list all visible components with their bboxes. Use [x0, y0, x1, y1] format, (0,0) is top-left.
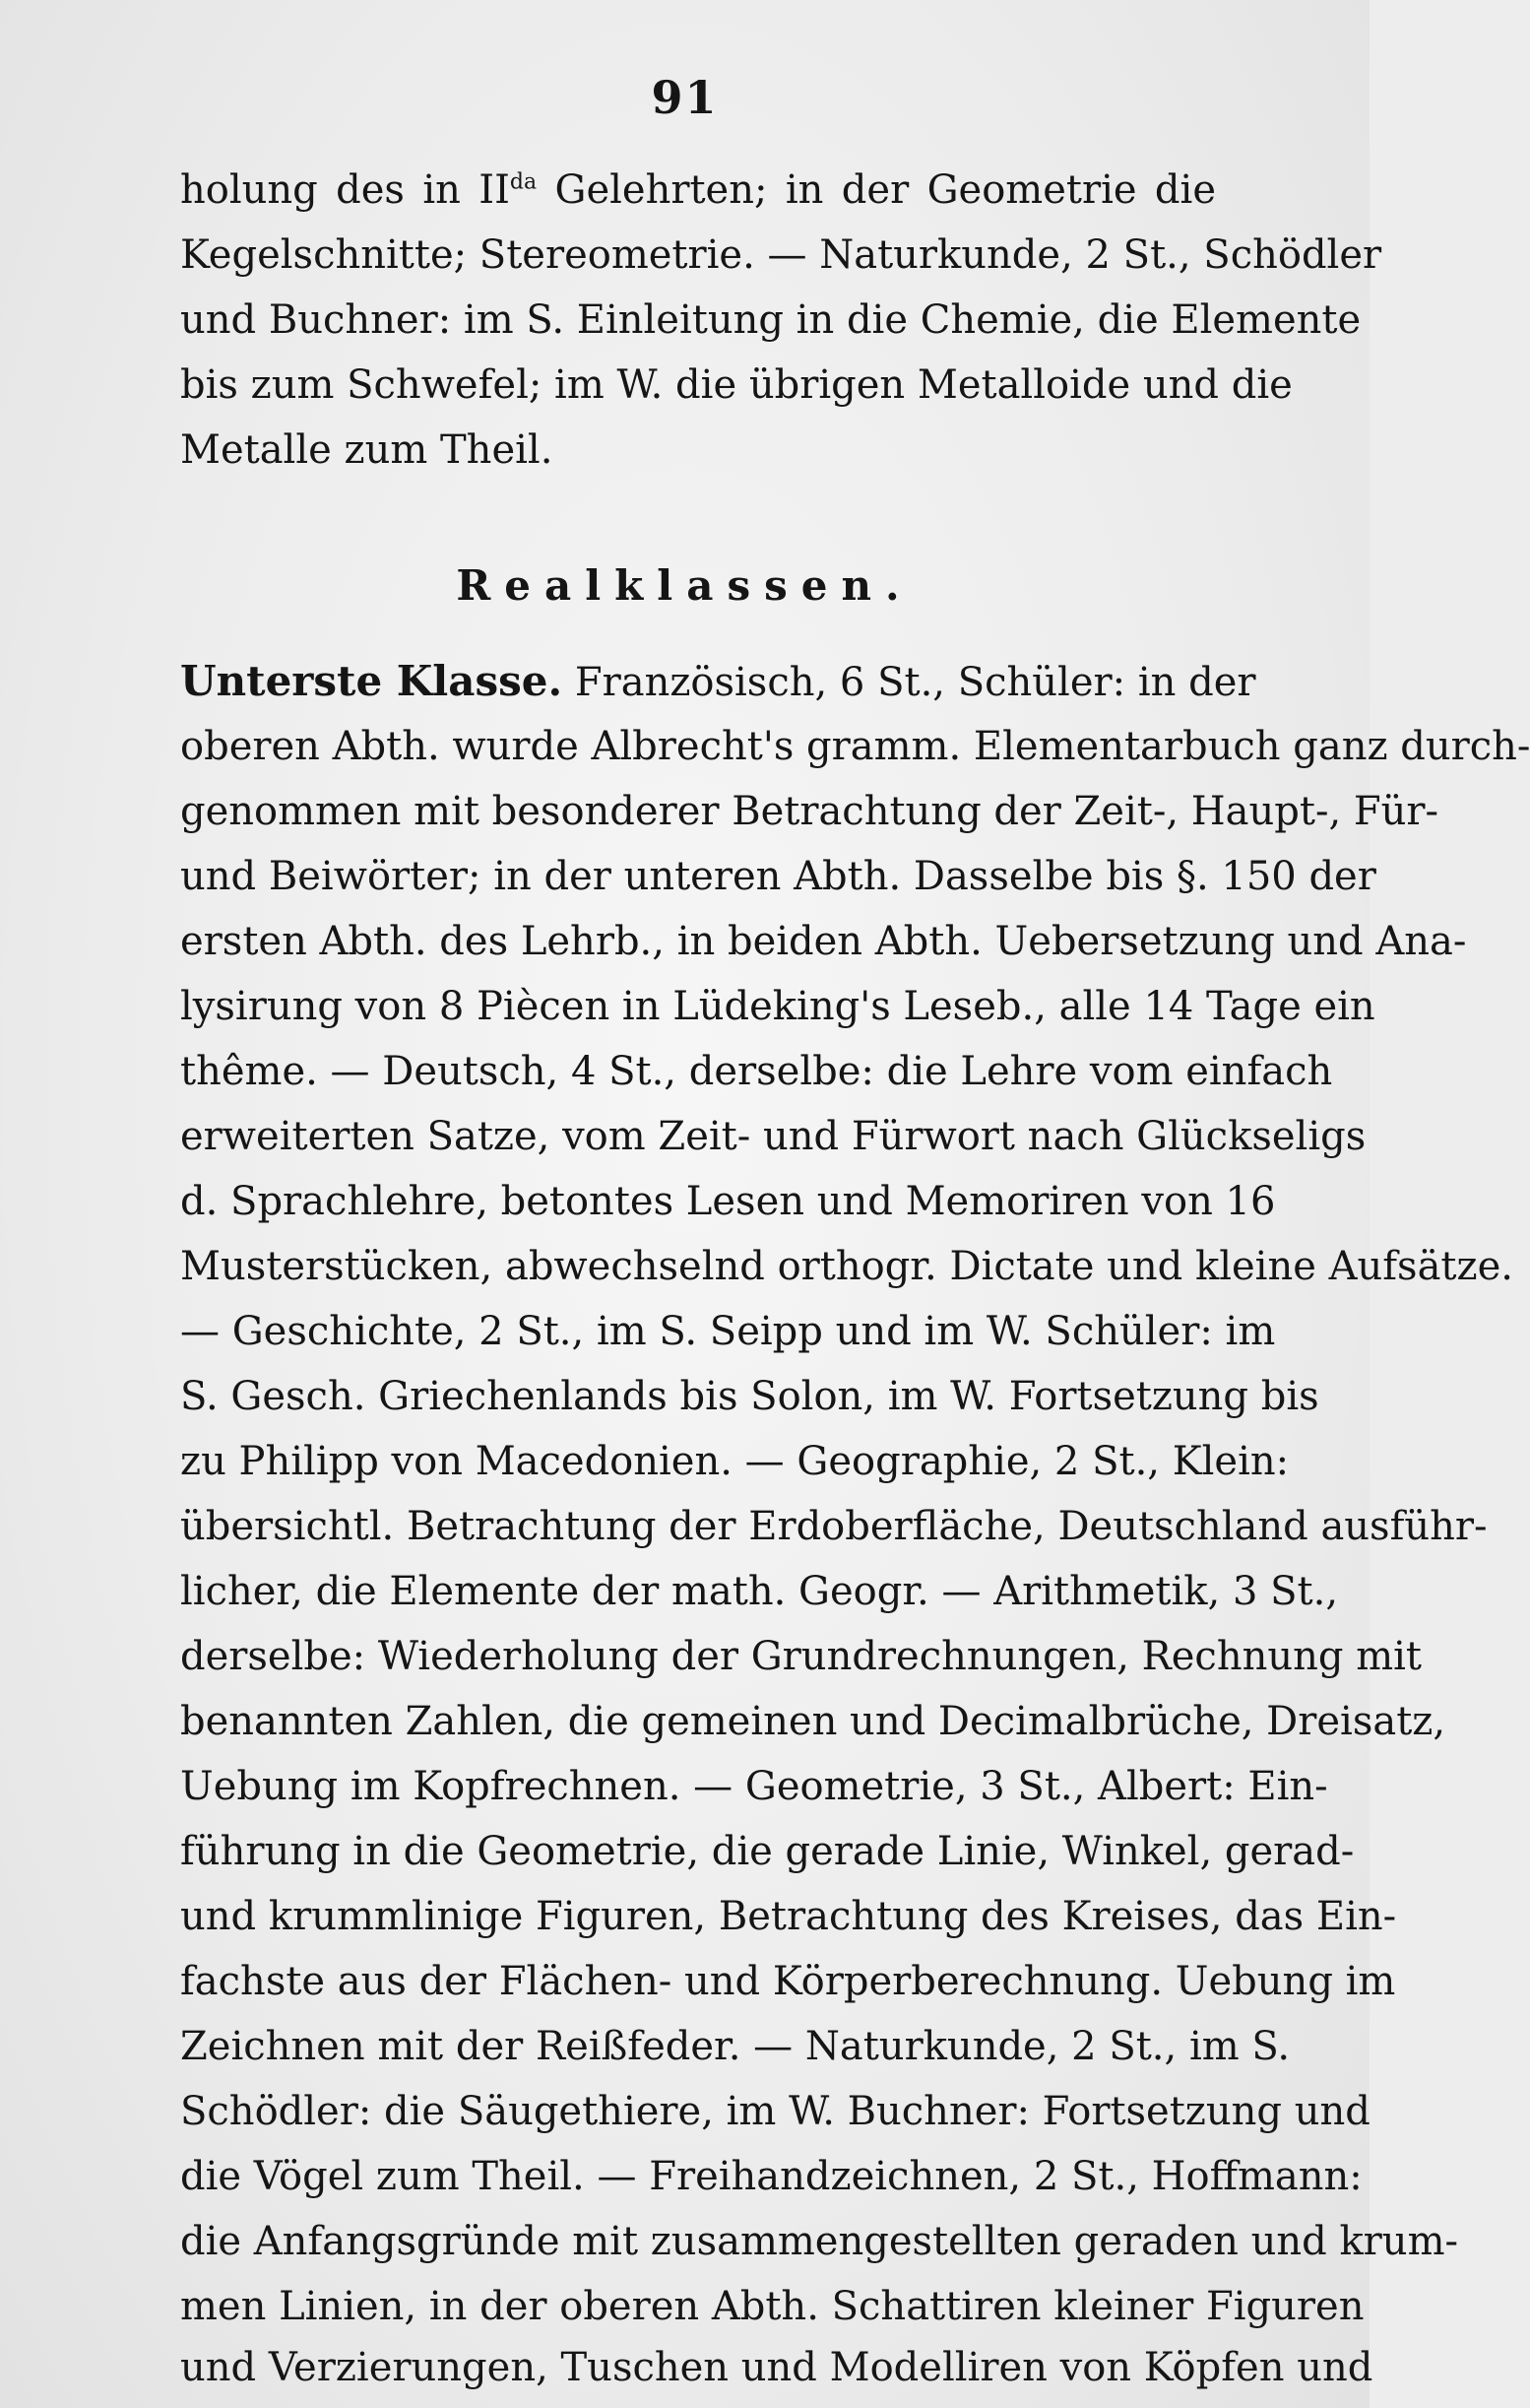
page-number: 91: [651, 71, 719, 124]
text-line: Zeichnen mit der Reißfeder. — Naturkunde, 2 St., im S.: [180, 2024, 1291, 2069]
text-line: d. Sprachlehre, betontes Lesen und Memoriren von 16: [180, 1179, 1276, 1224]
text-line: S. Gesch. Griechenlands bis Solon, im W. Fortsetzung bis: [180, 1374, 1319, 1419]
text-line: Musterstücken, abwechselnd orthogr. Dictate und kleine Aufsätze.: [180, 1244, 1513, 1289]
text-line: und krummlinige Figuren, Betrachtung des Kreises, das Ein-: [180, 1894, 1397, 1939]
text-line: ersten Abth. des Lehrb., in beiden Abth. Uebersetzung und Ana-: [180, 919, 1467, 964]
text-line: thême. — Deutsch, 4 St., derselbe: die Lehre vom einfach: [180, 1049, 1333, 1094]
text-line: Uebung im Kopfrechnen. — Geometrie, 3 St., Albert: Ein-: [180, 1764, 1328, 1809]
text-line: erweiterten Satze, vom Zeit- und Fürwort nach Glückseligs: [180, 1114, 1367, 1159]
text-line: Metalle zum Theil.: [180, 427, 553, 473]
text-line: fachste aus der Flächen- und Körperberechnung. Uebung im: [180, 1959, 1396, 2004]
text-line: die Vögel zum Theil. — Freihandzeichnen, 2 St., Hoffmann:: [180, 2154, 1363, 2199]
text-line: benannten Zahlen, die gemeinen und Decimalbrüche, Dreisatz,: [180, 1699, 1446, 1744]
text-line: men Linien, in der oberen Abth. Schattiren kleiner Figuren: [180, 2284, 1365, 2329]
class-heading: Unterste Klasse.: [180, 657, 563, 705]
text-line: übersichtl. Betrachtung der Erdoberfläche, Deutschland ausführ-: [180, 1504, 1488, 1549]
superscript: da: [509, 169, 538, 195]
text-line: Kegelschnitte; Stereometrie. — Naturkunde, 2 St., Schödler: [180, 232, 1382, 278]
section-heading: Realklassen.: [456, 561, 914, 610]
text-line: und Beiwörter; in der unteren Abth. Dasselbe bis §. 150 der: [180, 854, 1376, 899]
text-line: holung des in $II^{da}$ Gelehrten; in der Geometrie die: [180, 167, 1217, 213]
text-line: bis zum Schwefel; im W. die übrigen Metalloide und die: [180, 362, 1293, 408]
text-line: und Verzierungen, Tuschen und Modelliren von Köpfen und: [180, 2345, 1373, 2390]
text-line: oberen Abth. wurde Albrecht's gramm. Elementarbuch ganz durch-: [180, 724, 1530, 769]
text-line: — Geschichte, 2 St., im S. Seipp und im W. Schüler: im: [180, 1309, 1276, 1354]
text-line: lysirung von 8 Piècen in Lüdeking's Leseb., alle 14 Tage ein: [180, 984, 1375, 1029]
text-line: licher, die Elemente der math. Geogr. — Arithmetik, 3 St.,: [180, 1569, 1339, 1614]
text-line: und Buchner: im S. Einleitung in die Chemie, die Elemente: [180, 297, 1362, 343]
text-line: zu Philipp von Macedonien. — Geographie, 2 St., Klein:: [180, 1439, 1290, 1484]
paragraph-first-line: Unterste Klasse. Französisch, 6 St., Schüler: in der: [180, 657, 1256, 705]
text-line: derselbe: Wiederholung der Grundrechnungen, Rechnung mit: [180, 1634, 1422, 1679]
text-line: die Anfangsgründe mit zusammengestellten geraden und krum-: [180, 2219, 1459, 2264]
text-line: führung in die Geometrie, die gerade Linie, Winkel, gerad-: [180, 1829, 1355, 1874]
text-line: genommen mit besonderer Betrachtung der Zeit-, Haupt-, Für-: [180, 789, 1439, 834]
text-line: Schödler: die Säugethiere, im W. Buchner: Fortsetzung und: [180, 2089, 1371, 2134]
